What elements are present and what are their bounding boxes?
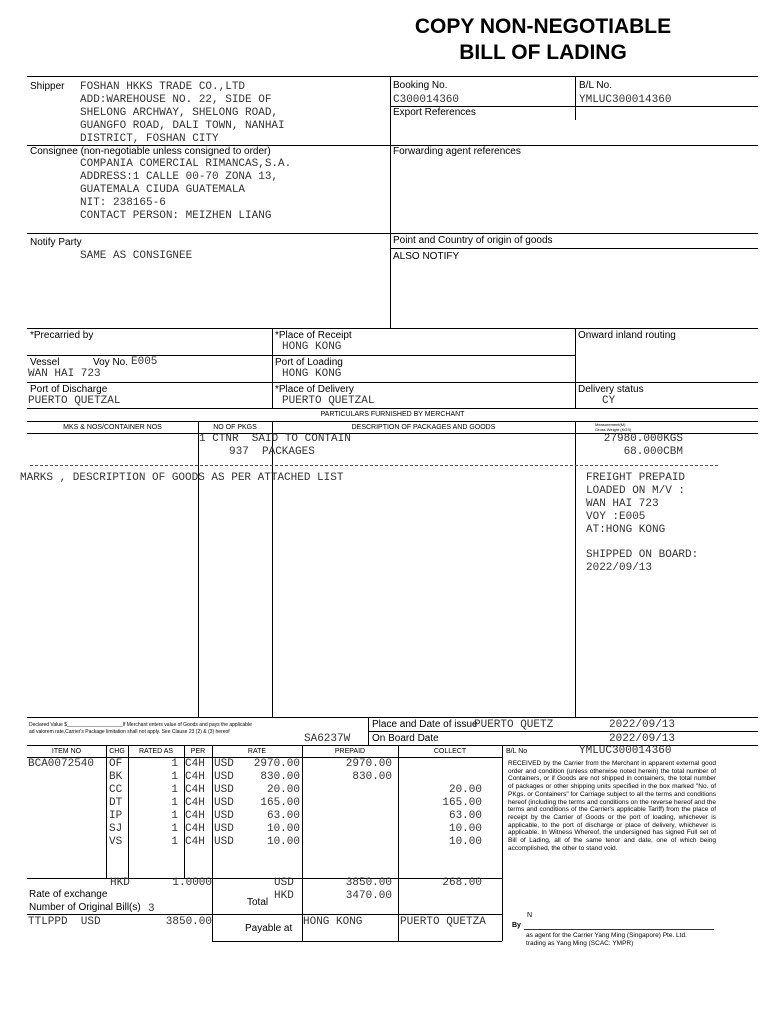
- charge-per: C4H: [185, 823, 205, 835]
- shipper-line: DISTRICT, FOSHAN CITY: [80, 133, 219, 145]
- vessel-value: WAN HAI 723: [28, 368, 101, 380]
- receipt-label: *Place of Receipt: [275, 330, 352, 341]
- charge-per: C4H: [185, 836, 205, 848]
- payable-collect: PUERTO QUETZA: [400, 916, 486, 928]
- charge-per: C4H: [185, 810, 205, 822]
- charge-per: C4H: [185, 758, 205, 770]
- rule-rate-v: [212, 745, 213, 941]
- col-marks-header: MKS & NOS/CONTAINER NOS: [63, 424, 162, 431]
- freight-line: AT:HONG KONG: [586, 524, 666, 536]
- col-collect: COLLECT: [433, 748, 467, 755]
- ttlppd-label: TTLPPD USD: [28, 916, 101, 928]
- charge-collect: 10.00: [448, 823, 482, 835]
- charge-rate: 2970.00: [253, 758, 300, 770]
- charge-collect: 165.00: [442, 797, 482, 809]
- signature-by: By: [512, 922, 521, 929]
- exchange-currency: HKD: [110, 877, 130, 889]
- rule-bottom-particulars: [27, 717, 758, 718]
- consignee-line: NIT: 238165-6: [80, 197, 166, 209]
- consignee-line: GUATEMALA CIUDA GUATEMALA: [80, 184, 246, 196]
- charge-rated: 1: [171, 836, 178, 848]
- rule-receipt-v: [272, 328, 273, 408]
- vessel-label: Vessel: [30, 357, 60, 368]
- rule-originals: [27, 914, 212, 915]
- charge-rate: 10.00: [266, 823, 300, 835]
- charge-code: OF: [109, 758, 123, 770]
- total-collect-usd: 268.00: [442, 877, 482, 889]
- exchange-rate: 1.0000: [172, 877, 212, 889]
- consignee-line: CONTACT PERSON: MEIZHEN LIANG: [80, 210, 272, 222]
- shipper-line: FOSHAN HKKS TRADE CO.,LTD: [80, 81, 246, 93]
- dashed-rule: [30, 465, 718, 466]
- charge-rate: 20.00: [266, 784, 300, 796]
- shipper-line: SHELONG ARCHWAY, SHELONG ROAD,: [80, 107, 279, 119]
- payable-label: Payable at: [245, 923, 293, 934]
- signature-line: [524, 929, 714, 930]
- rule-received-v: [502, 745, 503, 941]
- charge-collect: 10.00: [448, 836, 482, 848]
- charge-currency: USD: [214, 810, 234, 822]
- charge-code: VS: [109, 836, 123, 848]
- freight-block: [586, 472, 685, 537]
- exchange-label: Rate of exchange: [29, 889, 108, 900]
- col-item-no: ITEM NO: [51, 748, 82, 755]
- origin-label: Point and Country of origin of goods: [393, 235, 553, 246]
- freight-line: VOY :E005: [586, 511, 646, 523]
- shipper-address: [80, 81, 285, 146]
- signature-mark: N: [527, 912, 533, 919]
- originals-value: 3: [148, 903, 155, 915]
- particulars-header: PARTICULARS FURNISHED BY MERCHANT: [320, 411, 465, 418]
- rule-collect-v: [398, 745, 399, 941]
- charge-currency: USD: [214, 836, 234, 848]
- bl-value: YMLUC300014360: [579, 94, 672, 106]
- notify-value: SAME AS CONSIGNEE: [80, 250, 193, 262]
- charge-collect: 20.00: [448, 784, 482, 796]
- ttlppd-value: 3850.00: [165, 916, 212, 928]
- charge-currency: USD: [214, 771, 234, 783]
- charge-rate: 10.00: [266, 836, 300, 848]
- freight-line: WAN HAI 723: [586, 498, 659, 510]
- rule-precarried: [27, 328, 758, 329]
- col-chg: CHG: [109, 748, 125, 755]
- voy-label: Voy No.: [93, 357, 129, 368]
- charge-rate: 830.00: [260, 771, 300, 783]
- bl-label: B/L No.: [579, 80, 612, 91]
- rule-top: [27, 76, 758, 77]
- charge-rated: 1: [171, 771, 178, 783]
- delivery-status-label: Delivery status: [578, 384, 644, 395]
- shipped-date: 2022/09/13: [586, 562, 653, 574]
- item-number: BCA0072540: [28, 758, 95, 770]
- col-weight-line: Gross Weight (KGS): [595, 427, 632, 432]
- charge-rate: 63.00: [266, 810, 300, 822]
- declared-value: [29, 722, 252, 736]
- booking-value: C300014360: [393, 94, 460, 106]
- charge-code: DT: [109, 797, 123, 809]
- received-clause: RECEIVED by the Carrier from the Merchant in apparent external good order and condition (unless otherwise noted herein) the total number of Containers, or if Goods are not shipped in containers, the total number of packages or other shipping units specified in the box marked "No. of PKgs. or Containers" for Carriage subject to all the terms and conditions hereof (including the terms and conditions on the reverse hereof and the terms and conditions of the Carrier's applicable Tariff) from the place of receipt by the Carrier of Goods or the port of loading, whichever is applicable, to the port of discharge or place of delivery, whichever is applicable. In Witness Whereof, the undersigned has signed Full set of Bill of Lading, all of the same tenor and date, one of which being accomplished, the other to stand void.: [508, 760, 716, 852]
- packages-row-2: 937 PACKAGES: [229, 446, 315, 458]
- rule-particulars-head: [27, 421, 758, 422]
- onward-label: Onward inland routing: [578, 330, 676, 341]
- total-usd-label: USD: [274, 877, 294, 889]
- rule-payable: [212, 914, 502, 915]
- rule-payable-bottom: [212, 941, 502, 942]
- col-per: PER: [190, 748, 206, 755]
- receipt-value: HONG KONG: [282, 341, 342, 353]
- packages-row-1: 1 CTNR SAID TO CONTAIN: [199, 433, 351, 445]
- loading-value: HONG KONG: [282, 368, 342, 380]
- charge-code: BK: [109, 771, 123, 783]
- title-line-1: COPY NON-NEGOTIABLE: [414, 15, 672, 38]
- total-label: Total: [247, 897, 269, 908]
- charge-prepaid: 830.00: [352, 771, 392, 783]
- consignee-address: [80, 158, 291, 223]
- declared-line-2: ad valorem rate,Carrier's Package limitation shall not apply. See Clause 23 (2) & (3) hereof: [29, 729, 230, 735]
- rule-onboard: [368, 731, 758, 732]
- voy-value: E005: [131, 356, 158, 368]
- gross-weight: 27980.000KGS: [603, 433, 683, 445]
- col-rated-as: RATED AS: [138, 748, 174, 755]
- charge-rated: 1: [171, 810, 178, 822]
- onboard-date: 2022/09/13: [609, 733, 676, 745]
- col-measure-line: Measurement(M): [595, 422, 626, 427]
- export-references-label: Export References: [393, 107, 476, 118]
- rule-bl-v: [575, 76, 576, 120]
- consignee-line: ADDRESS:1 CALLE 00-70 ZONA 13,: [80, 171, 279, 183]
- delivery-label: *Place of Delivery: [275, 384, 354, 395]
- rule-vessel: [27, 355, 575, 356]
- document-title: [398, 14, 688, 66]
- signature-agent: [526, 932, 687, 948]
- total-prepaid-usd: 3850.00: [345, 877, 392, 889]
- also-notify-label: ALSO NOTIFY: [393, 251, 460, 262]
- charge-code: IP: [109, 810, 123, 822]
- col-desc-header: DESCRIPTION OF PACKAGES AND GOODS: [351, 424, 496, 431]
- issue-date: 2022/09/13: [609, 719, 676, 731]
- agent-line-1: as agent for the Carrier Yang Ming (Singapore) Pte. Ltd.: [526, 932, 687, 939]
- consignee-label: Consignee (non-negotiable unless consigned to order): [30, 146, 271, 157]
- charge-rated: 1: [171, 784, 178, 796]
- shipper-line: ADD:WAREHOUSE NO. 22, SIDE OF: [80, 94, 272, 106]
- rule-origin: [390, 248, 758, 249]
- charge-currency: USD: [214, 758, 234, 770]
- charge-rated: 1: [171, 823, 178, 835]
- issue-place: PUERTO QUETZ: [474, 719, 554, 731]
- booking-label: Booking No.: [393, 80, 448, 91]
- rule-particulars: [27, 408, 758, 409]
- charge-code: SJ: [109, 823, 123, 835]
- charge-per: C4H: [185, 771, 205, 783]
- shipper-label: Shipper: [30, 81, 65, 92]
- shipper-line: GUANGFO ROAD, DALI TOWN, NANHAI: [80, 120, 285, 132]
- seal-number: SA6237W: [304, 733, 351, 745]
- consignee-line: COMPANIA COMERCIAL RIMANCAS,S.A.: [80, 158, 292, 170]
- rule-notify: [27, 233, 758, 234]
- declared-line-1: Declared Value $____________________If Merchant enters value of Goods and pays the applicable: [29, 722, 252, 728]
- freight-line: LOADED ON M/V :: [586, 485, 686, 497]
- rule-mid-v: [390, 76, 391, 328]
- precarried-label: *Precarried by: [30, 330, 94, 341]
- freight-line: FREIGHT PREPAID: [586, 472, 686, 484]
- notify-label: Notify Party: [30, 237, 82, 248]
- rule-chg-v: [106, 745, 107, 878]
- charge-per: C4H: [185, 784, 205, 796]
- rule-rated-v: [128, 745, 129, 878]
- discharge-label: Port of Discharge: [30, 384, 108, 395]
- col-rate: RATE: [247, 748, 267, 755]
- bl-no-short-label: B/L No: [506, 748, 528, 755]
- shipped-on-board: [586, 549, 698, 575]
- delivery-value: PUERTO QUETZAL: [282, 395, 375, 407]
- charge-currency: USD: [214, 797, 234, 809]
- charge-code: CC: [109, 784, 123, 796]
- rule-onward-v: [575, 328, 576, 408]
- shipped-label: SHIPPED ON BOARD:: [586, 549, 699, 561]
- charge-rated: 1: [171, 758, 178, 770]
- total-hkd-label: HKD: [274, 890, 294, 902]
- rule-prepaid-v: [302, 745, 303, 941]
- bl-no-short-value: YMLUC300014360: [579, 745, 672, 757]
- charge-collect: 63.00: [448, 810, 482, 822]
- marks-description: MARKS , DESCRIPTION OF GOODS AS PER ATTACHED LIST: [20, 472, 344, 484]
- originals-label: Number of Original Bill(s): [29, 902, 141, 913]
- charge-currency: USD: [214, 823, 234, 835]
- title-line-2: BILL OF LADING: [459, 41, 627, 64]
- col-prepaid: PREPAID: [334, 748, 366, 755]
- charge-rated: 1: [171, 797, 178, 809]
- total-prepaid-hkd: 3470.00: [345, 890, 392, 902]
- charge-rate: 165.00: [260, 797, 300, 809]
- col-pkgs-header: NO OF PKGS: [213, 424, 257, 431]
- forwarding-label: Forwarding agent references: [393, 146, 521, 157]
- discharge-value: PUERTO QUETZAL: [28, 395, 121, 407]
- col-measure-header: [595, 422, 631, 432]
- issue-label: Place and Date of issue: [372, 719, 478, 730]
- rule-discharge: [27, 382, 758, 383]
- delivery-status-value: CY: [602, 395, 616, 407]
- charge-prepaid: 2970.00: [345, 758, 392, 770]
- loading-label: Port of Loading: [275, 357, 343, 368]
- payable-prepaid: HONG KONG: [303, 916, 363, 928]
- onboard-label: On Board Date: [372, 733, 439, 744]
- charge-per: C4H: [185, 797, 205, 809]
- measurement: 68.000CBM: [623, 446, 683, 458]
- agent-line-2: trading as Yang Ming (SCAC: YMPR): [526, 940, 634, 947]
- charge-currency: USD: [214, 784, 234, 796]
